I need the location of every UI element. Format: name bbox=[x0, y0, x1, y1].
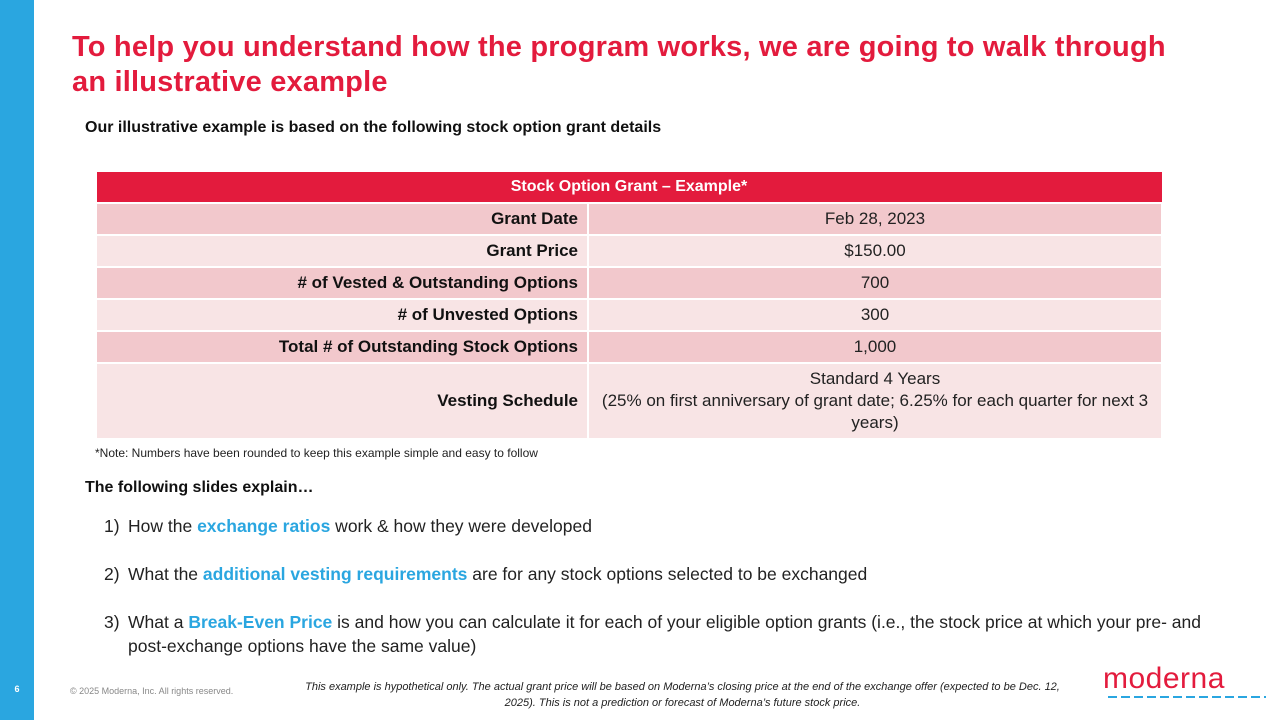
page-number: 6 bbox=[14, 684, 20, 694]
row-label: Total # of Outstanding Stock Options bbox=[96, 331, 588, 363]
row-label: Grant Price bbox=[96, 235, 588, 267]
row-label: # of Unvested Options bbox=[96, 299, 588, 331]
copyright: © 2025 Moderna, Inc. All rights reserved. bbox=[70, 686, 234, 696]
table-header-row bbox=[96, 172, 1162, 203]
table-row bbox=[96, 235, 1162, 267]
left-accent-bar bbox=[0, 0, 34, 720]
moderna-logo bbox=[1103, 664, 1271, 702]
list-text: are for any stock options selected to be exchanged bbox=[467, 564, 868, 584]
table-row bbox=[96, 267, 1162, 299]
row-value: Feb 28, 2023 bbox=[588, 203, 1162, 235]
list-text: How the bbox=[128, 516, 198, 536]
row-value: 300 bbox=[588, 299, 1162, 331]
list-item bbox=[104, 610, 1214, 658]
explanation-list bbox=[104, 514, 1214, 682]
vesting-value bbox=[588, 363, 1162, 439]
page-title: To help you understand how the program works, we are going to walk through an illustrative example bbox=[72, 31, 1166, 98]
highlight-term: Break-Even Price bbox=[188, 612, 333, 632]
vesting-line-2: (25% on first anniversary of grant date; 6.25% for each quarter for next 3 years) bbox=[601, 390, 1149, 432]
vesting-line-1: Standard 4 Years bbox=[809, 368, 941, 388]
list-item bbox=[104, 562, 1214, 586]
row-label: Vesting Schedule bbox=[96, 363, 588, 439]
row-label: # of Vested & Outstanding Options bbox=[96, 267, 588, 299]
row-value: 700 bbox=[588, 267, 1162, 299]
stock-option-grant-table bbox=[95, 171, 1163, 440]
rounding-note: *Note: Numbers have been rounded to keep this example simple and easy to follow bbox=[95, 446, 538, 460]
row-label: Grant Date bbox=[96, 203, 588, 235]
row-value: 1,000 bbox=[588, 331, 1162, 363]
table-row bbox=[96, 299, 1162, 331]
logo-dashed-line bbox=[1108, 696, 1266, 698]
subtitle: Our illustrative example is based on the following stock option grant details bbox=[85, 119, 662, 136]
row-value: $150.00 bbox=[588, 235, 1162, 267]
disclaimer: This example is hypothetical only. The actual grant price will be based on Moderna’s closing price at the end of the exchange offer (expected to be Dec. 12, 2025). This is not a prediction or forecast of Moderna’s future stock price. bbox=[305, 681, 1060, 709]
list-text: What a bbox=[128, 612, 189, 632]
list-number: 3) bbox=[104, 612, 120, 632]
list-number: 1) bbox=[104, 516, 120, 536]
table-row bbox=[96, 203, 1162, 235]
logo-wordmark: moderna bbox=[1103, 662, 1225, 695]
table-row bbox=[96, 331, 1162, 363]
list-number: 2) bbox=[104, 564, 120, 584]
list-item bbox=[104, 514, 1214, 538]
list-text: work & how they were developed bbox=[330, 516, 592, 536]
highlight-term: additional vesting requirements bbox=[202, 564, 468, 584]
list-text: What the bbox=[128, 564, 203, 584]
table-header: Stock Option Grant – Example* bbox=[96, 172, 1162, 203]
following-heading: The following slides explain… bbox=[85, 479, 314, 496]
highlight-term: exchange ratios bbox=[197, 516, 331, 536]
list-text: is and how you can calculate it for each of your eligible option grants (i.e., the stock price at which your pre- and post-exchange options have the same value) bbox=[128, 612, 1201, 656]
table-row-vesting bbox=[96, 363, 1162, 439]
